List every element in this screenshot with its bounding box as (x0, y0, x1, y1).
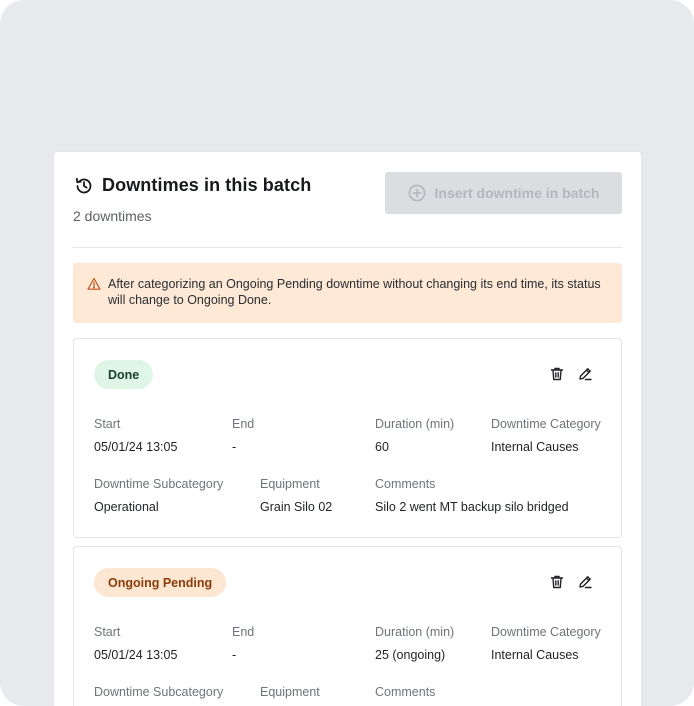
downtimes-panel (53, 151, 642, 706)
status-badge: Ongoing Pending (94, 568, 226, 597)
panel-title: Downtimes in this batch (102, 175, 312, 195)
equipment-value: Grain Silo 02 (260, 500, 333, 514)
duration-value: 60 (375, 440, 389, 454)
insert-downtime-button[interactable] (385, 172, 622, 214)
downtime-card (73, 546, 622, 706)
downtime-card (73, 338, 622, 538)
alert-text: After categorizing an Ongoing Pending downtime without changing its end time, its status will change to Ongoing Done. (108, 277, 601, 307)
panel-header (74, 175, 311, 196)
comments-label: Comments (375, 477, 436, 491)
insert-downtime-label: Insert downtime in batch (434, 185, 600, 201)
duration-value: 25 (ongoing) (375, 648, 446, 662)
comments-value: Silo 2 went MT backup silo bridged (375, 500, 569, 514)
start-label: Start (94, 417, 121, 431)
status-badge: Done (94, 360, 153, 389)
pencil-icon[interactable] (577, 574, 593, 590)
warning-triangle-icon (87, 277, 101, 291)
history-icon (74, 176, 94, 196)
category-label: Downtime Category (491, 625, 601, 639)
duration-label: Duration (min) (375, 625, 455, 639)
downtime-count: 2 downtimes (73, 208, 152, 224)
card-actions (549, 574, 593, 590)
category-value: Internal Causes (491, 648, 579, 662)
header-divider (73, 247, 622, 248)
trash-icon[interactable] (549, 574, 565, 590)
end-label: End (232, 625, 255, 639)
end-value: - (232, 648, 237, 662)
subcategory-value: Operational (94, 500, 159, 514)
equipment-label: Equipment (260, 685, 320, 699)
category-label: Downtime Category (491, 417, 601, 431)
duration-label: Duration (min) (375, 417, 455, 431)
trash-icon[interactable] (549, 366, 565, 382)
card-actions (549, 366, 593, 382)
start-value: 05/01/24 13:05 (94, 440, 178, 454)
warning-alert (73, 263, 622, 323)
subcategory-label: Downtime Subcategory (94, 685, 224, 699)
comments-label: Comments (375, 685, 436, 699)
end-label: End (232, 417, 255, 431)
start-label: Start (94, 625, 121, 639)
equipment-label: Equipment (260, 477, 320, 491)
subcategory-label: Downtime Subcategory (94, 477, 224, 491)
pencil-icon[interactable] (577, 366, 593, 382)
start-value: 05/01/24 13:05 (94, 648, 178, 662)
category-value: Internal Causes (491, 440, 579, 454)
plus-circle-icon (408, 184, 426, 202)
end-value: - (232, 440, 237, 454)
